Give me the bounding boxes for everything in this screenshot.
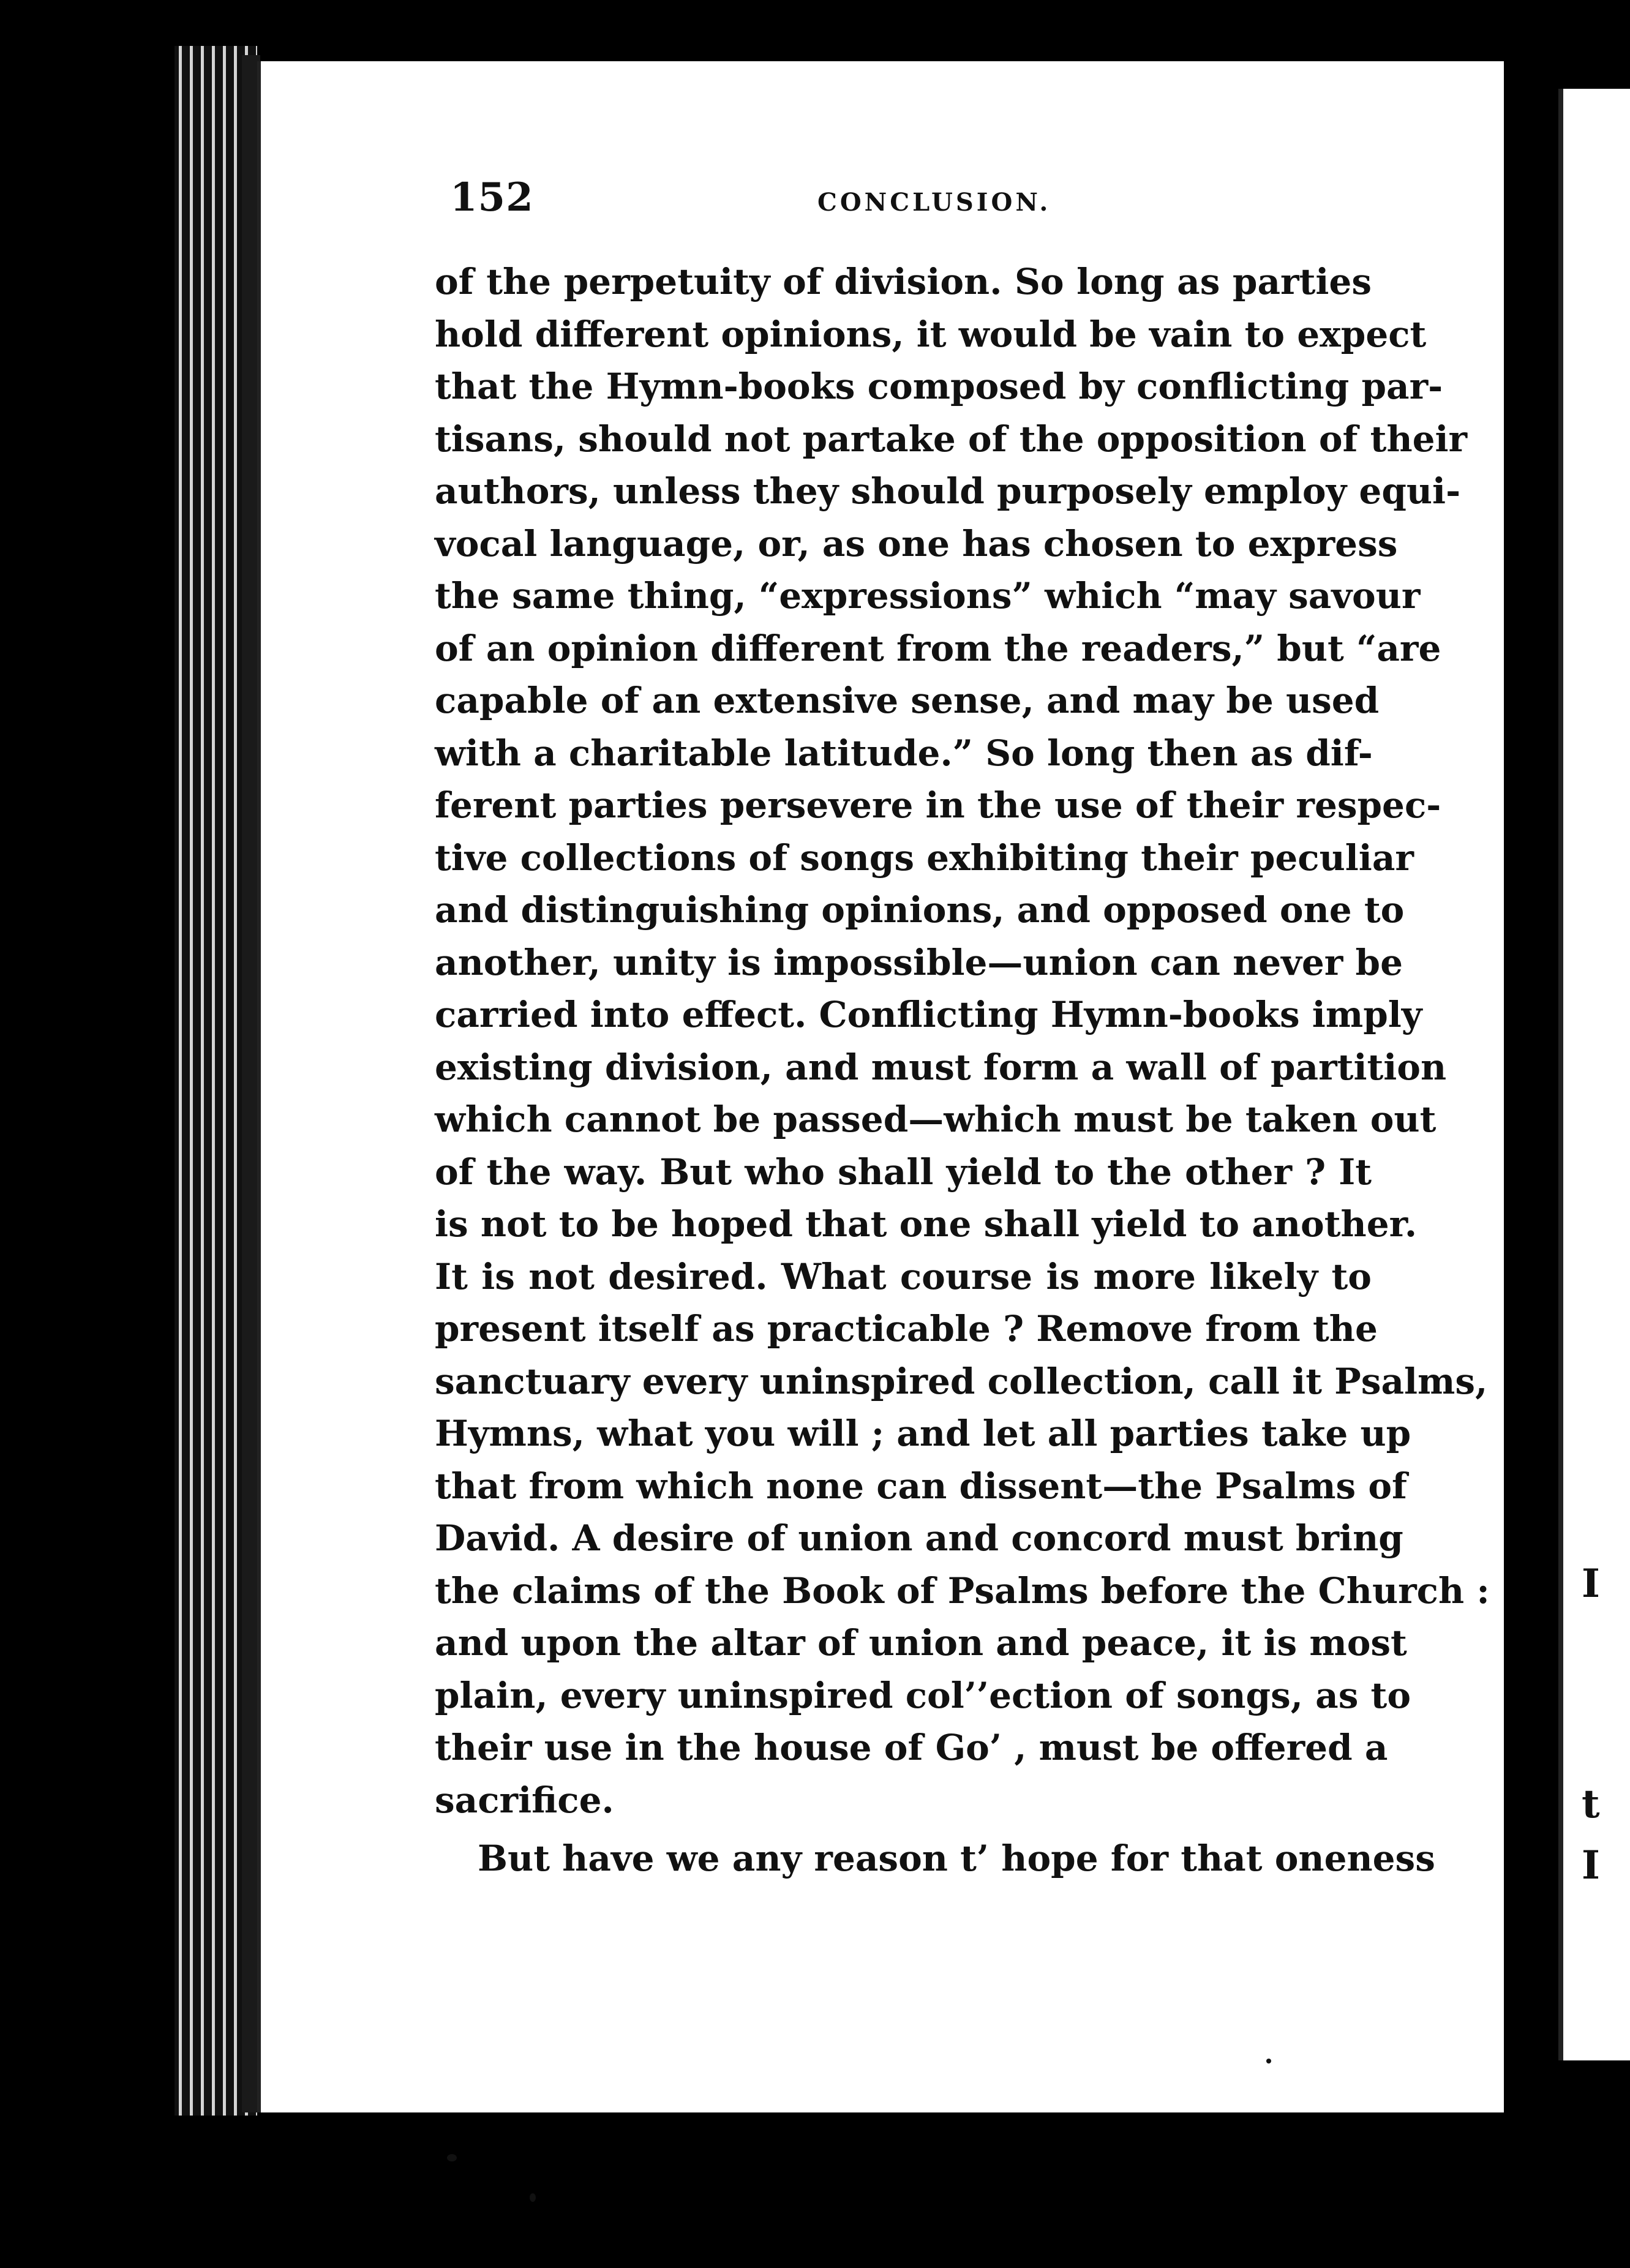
facing-page-fragment: I — [1582, 1842, 1600, 1888]
text-line: with a charitable latitude.” So long then as dif- — [435, 732, 1373, 774]
text-line: hold different opinions, it would be vain to expect — [435, 313, 1427, 355]
text-line: ferent parties persevere in the use of their respec- — [435, 784, 1441, 826]
text-line: But have we any reason t’ hope for that oneness — [478, 1838, 1435, 1879]
text-line: present itself as practicable ? Remove from the — [435, 1308, 1378, 1350]
page-number: 152 — [450, 175, 534, 220]
text-line: their use in the house of Go’ , must be offered a — [435, 1727, 1388, 1768]
running-head — [450, 175, 1375, 230]
scan-speck — [447, 2154, 457, 2161]
text-line: carried into effect. Conflicting Hymn-books imply — [435, 994, 1422, 1035]
text-line: the same thing, “expressions” which “may savour — [435, 575, 1421, 617]
text-line: which cannot be passed—which must be taken out — [435, 1098, 1437, 1140]
text-line: of an opinion different from the readers,” but “are — [435, 627, 1441, 669]
text-line: sanctuary every uninspired collection, call it Psalms, — [435, 1360, 1488, 1402]
text-line: existing division, and must form a wall of partition — [435, 1046, 1447, 1088]
scan-speck — [1266, 2059, 1271, 2063]
text-line: tisans, should not partake of the opposition of their — [435, 418, 1468, 460]
text-line: Hymns, what you will ; and let all parties take up — [435, 1413, 1411, 1454]
text-line: of the way. But who shall yield to the other ? It — [435, 1151, 1372, 1193]
text-line: capable of an extensive sense, and may be used — [435, 680, 1380, 721]
text-line: the claims of the Book of Psalms before the Church : — [435, 1569, 1490, 1612]
facing-page-edge — [1558, 89, 1630, 2060]
text-line: It is not desired. What course is more likely to — [435, 1255, 1372, 1297]
text-line: of the perpetuity of division. So long as parties — [435, 261, 1372, 302]
body-text — [435, 256, 1490, 1885]
text-line: another, unity is impossible—union can never be — [435, 941, 1403, 983]
text-line: that the Hymn-books composed by conflicting par- — [435, 366, 1443, 407]
text-line: tive collections of songs exhibiting their peculiar — [435, 836, 1414, 879]
text-line: and distinguishing opinions, and opposed one to — [435, 889, 1405, 931]
facing-page-fragment: I — [1582, 1561, 1600, 1607]
facing-page-fragment: t — [1582, 1781, 1600, 1827]
text-line: sacrifice. — [435, 1779, 614, 1821]
text-line: and upon the altar of union and peace, it is most — [435, 1622, 1407, 1664]
text-line: that from which none can dissent—the Psalms of — [435, 1465, 1408, 1507]
text-line: plain, every uninspired col’’ection of songs, as to — [435, 1674, 1411, 1716]
scan-speck — [530, 2193, 536, 2202]
running-title: CONCLUSION. — [817, 188, 1051, 217]
text-line: vocal language, or, as one has chosen to express — [435, 522, 1398, 565]
text-line: David. A desire of union and concord must bring — [435, 1517, 1403, 1559]
text-line: is not to be hoped that one shall yield to another. — [435, 1203, 1418, 1245]
text-line: authors, unless they should purposely employ equi- — [435, 470, 1461, 512]
